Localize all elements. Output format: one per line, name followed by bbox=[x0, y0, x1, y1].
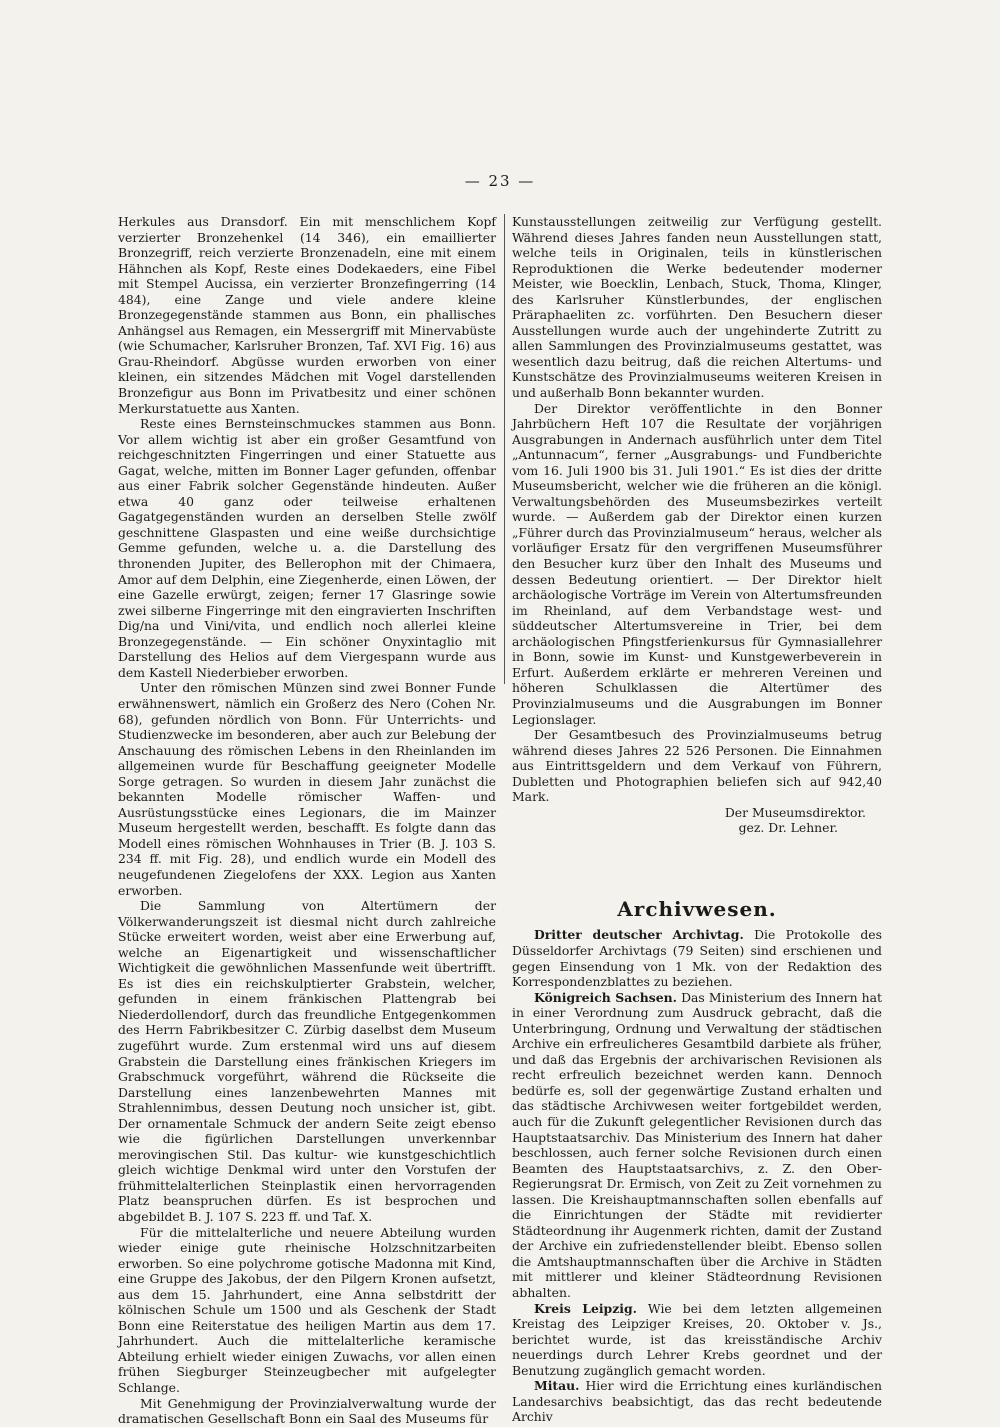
section-spacer bbox=[512, 836, 882, 902]
section-item bbox=[512, 1301, 882, 1379]
section-item bbox=[512, 927, 882, 989]
section-item-text: Die Protokolle des Düsseldorfer Archivtags (79 Seiten) sind erschienen und gegen Einsendung von 1 Mk. von der Redaktion des Korrespondenzblattes zu beziehen. bbox=[512, 927, 882, 990]
section-item-lead: Königreich Sachsen. bbox=[534, 989, 677, 1005]
signature-title: Der Museumsdirektor. bbox=[724, 804, 866, 820]
section-item-text: Wie bei dem letzten allgemeinen Kreistag des Leipziger Kreises, 20. Oktober v. Js., berichtet wurde, ist das kreisständische Archiv neuerdings durch Lehrer Krebs geordnet und der Benutzung zugänglich gemacht worden. bbox=[512, 1300, 882, 1378]
paragraph: Die Sammlung von Altertümern der Völkerwanderungszeit ist diesmal nicht durch zahlreiche Stücke erweitert worden, weist aber eine Erwerbung auf, welche an Eigenartigkeit und wissenschaftlicher Wichtigkeit die gewöhnlichen Massenfunde weit übertrifft. Es ist dies ein reichskulptierter Grabstein, welcher, gefunden in einem fränkischen Plattengrab bei Niederdollendorf, durch das freundliche Entgegenkommen des Herrn Fabrikbesitzer C. Zürbig daselbst dem Museum zugeführt wurde. Zum erstenmal wird uns auf diesem Grabstein die Darstellung eines fränkischen Kriegers im Grabschmuck vorgeführt, während die Rückseite die Darstellung eines lanzenbewehrten Mannes mit Strahlennimbus, dessen Deutung noch unsicher ist, gibt. Der ornamentale Schmuck der andern Seite zeigt ebenso wie die figürlichen Darstellungen unverkennbar merovingischen Stil. Das kultur- wie kunstgeschichtlich gleich wichtige Denkmal wird unter den Vorstufen der frühmittelalterlichen Steinplastik einen hervorragenden Platz beanspruchen dürfen. Es ist besprochen und abgebildet B. J. 107 S. 223 ff. und Taf. X. bbox=[118, 898, 496, 1224]
signature-name: gez. Dr. Lehner. bbox=[738, 820, 838, 836]
page-number: — 23 — bbox=[464, 172, 536, 190]
paragraph: Reste eines Bernsteinschmuckes stammen aus Bonn. Vor allem wichtig ist aber ein großer Gesamtfund von reichgeschnitzten Fingerringen und einer Statuette aus Gagat, welche, mitten im Bonner Lager gefunden, offenbar aus einer Fabrik solcher Gegenstände hindeuten. Außer etwa 40 ganz oder teilweise erhaltenen Gagatgegenständen wurden an derselben Stelle zwölf geschnittene Glaspasten und eine weiße durchsichtige Gemme gefunden, welche u. a. die Darstellung des thronenden Jupiter, des Bellerophon mit der Chimaera, Amor auf dem Delphin, eine Ziegenherde, einen Löwen, der eine Gazelle erwürgt, zeigen; ferner 17 Glasringe sowie zwei silberne Fingerringe mit den eingravierten Inschriften Dig/na und Vini/vita, und endlich noch allerlei kleine Bronzegegenstände. — Ein schöner Onyxintaglio mit Darstellung des Helios auf dem Viergespann wurde aus dem Kastell Niederbieber erworben. bbox=[118, 416, 496, 680]
section-item-lead: Kreis Leipzig. bbox=[534, 1300, 637, 1316]
paragraph: Herkules aus Dransdorf. Ein mit menschlichem Kopf verzierter Bronzehenkel (14 346), ein emaillierter Bronzegriff, reich verzierte Bronzenadeln, eine mit einem Hähnchen als Kopf, Reste eines Dodekaeders, eine Fibel mit Stempel Aucissa, ein verzierter Bronzefingerring (14 484), eine Zange und viele andere kleine Bronzegegenstände stammen aus Bonn, ein phallisches Anhängsel aus Remagen, ein Messergriff mit Minervabüste (wie Schumacher, Karlsruher Bronzen, Taf. XVI Fig. 16) aus Grau-Rheindorf. Abgüsse wurden erworben von einer kleinen, ein sitzendes Mädchen mit Vogel darstellenden Bronzefigur aus Bonn im Privatbesitz und einer schönen Merkurstatuette aus Xanten. bbox=[118, 214, 496, 416]
paragraph: Der Gesamtbesuch des Provinzialmuseums betrug während dieses Jahres 22 526 Personen. Die Einnahmen aus Eintrittsgeldern und dem Verkauf von Führern, Dubletten und Photographien beliefen sich auf 942,40 Mark. bbox=[512, 727, 882, 805]
section-item bbox=[512, 1378, 882, 1425]
left-column bbox=[118, 214, 496, 1427]
paragraph: Unter den römischen Münzen sind zwei Bonner Funde erwähnenswert, nämlich ein Großerz des Nero (Cohen Nr. 68), gefunden nördlich von Bonn. Für Unterrichts- und Studienzwecke im besonderen, aber auch zur Belebung der Anschauung des römischen Lebens in den Rheinlanden im allgemeinen wurde für Beschaffung geeigneter Modelle Sorge getragen. So wurden in diesem Jahr zunächst die bekannten Modelle römischer Waffen- und Ausrüstungsstücke eines Legionars, die im Mainzer Museum hergestellt werden, beschafft. Es folgte dann das Modell eines römischen Wohnhauses in Trier (B. J. 103 S. 234 ff. mit Fig. 28), und endlich wurde ein Modell des neugefundenen Ziegelofens der XXX. Legion aus Xanten erworben. bbox=[118, 680, 496, 898]
section-item-lead: Mitau. bbox=[534, 1378, 580, 1394]
paragraph: Der Direktor veröffentlichte in den Bonner Jahrbüchern Heft 107 die Resultate der vorjährigen Ausgrabungen in Andernach ausführlich unter dem Titel „Antunnacum“, ferner „Ausgrabungs- und Fundberichte vom 16. Juli 1900 bis 31. Juli 1901.“ Es ist dies der dritte Museumsbericht, welcher wie die früheren an die königl. Verwaltungsbehörden des Museumsbezirkes verteilt wurde. — Außerdem gab der Direktor einen kurzen „Führer durch das Provinzialmuseum“ heraus, welcher als vorläufiger Ersatz für den vergriffenen Museumsführer den Besucher kurz über den Inhalt des Museums und dessen Bedeutung orientiert. — Der Direktor hielt archäologische Vorträge im Verein von Altertumsfreunden im Rheinland, auf dem Verbandstage west- und süddeutscher Altertumsvereine in Trier, bei dem archäologischen Pfingstferienkursus für Gymnasiallehrer in Bonn, sowie im Kunst- und Kunstgewerbeverein in Erfurt. Außerdem erklärte er mehreren Vereinen und höheren Schulklassen die Altertümer des Provinzialmuseums und die Ausgrabungen im Bonner Legionslager. bbox=[512, 400, 882, 727]
paragraph: Kunstausstellungen zeitweilig zur Verfügung gestellt. Während dieses Jahres fanden neun Ausstellungen statt, welche teils in Originalen, teils in künstlerischen Reproduktionen die Werke bedeutender moderner Meister, wie Boecklin, Lenbach, Stuck, Thoma, Klinger, des Karlsruher Künstlerbundes, der englischen Präraphaeliten zc. vorführten. Den Besuchern dieser Ausstellungen wurde auch der ungehinderte Zutritt zu allen Sammlungen des Provinzialmuseums gestattet, was wesentlich dazu beitrug, daß die reichen Altertums- und Kunstschätze des Provinzialmuseums weiteren Kreisen in und außerhalb Bonn bekannter wurden. bbox=[512, 214, 882, 401]
section-item-text: Hier wird die Errichtung eines kurländischen Landesarchivs beabsichtigt, das das recht bedeutende Archiv bbox=[512, 1378, 882, 1425]
section-heading: Archivwesen. bbox=[617, 896, 777, 921]
column-divider bbox=[504, 214, 505, 684]
paragraph: Mit Genehmigung der Provinzialverwaltung wurde der dramatischen Gesellschaft Bonn ein Saal des Museums für bbox=[118, 1395, 496, 1427]
paragraph: Für die mittelalterliche und neuere Abteilung wurden wieder einige gute rheinische Holzschnitzarbeiten erworben. So eine polychrome gotische Madonna mit Kind, eine Gruppe des Jakobus, der den Pilgern Kronen aufsetzt, aus dem 15. Jahrhundert, eine Anna selbstdritt der kölnischen Schule um 1500 und als Geschenk der Stadt Bonn eine Reiterstatue des heiligen Martin aus dem 17. Jahrhundert. Auch die mittelalterliche keramische Abteilung erhielt wieder einigen Zuwachs, vor allen einen frühen Siegburger Steinzeugbecher mit aufgelegter Schlange. bbox=[118, 1224, 496, 1396]
right-column bbox=[512, 214, 882, 1425]
section-item-lead: Dritter deutscher Archivtag. bbox=[534, 927, 744, 943]
section-item bbox=[512, 990, 882, 1301]
section-item-text: Das Ministerium des Innern hat in einer Verordnung zum Ausdruck gebracht, daß die Unterbringung, Ordnung und Verwaltung der städtischen Archive ein erfreulicheres Gesamtbild darbiete als früher, und daß das Ergebnis der archivarischen Revisionen als recht erfreulich bezeichnet werden kann. Dennoch bedürfe es, soll der gegenwärtige Zustand erhalten und das städtische Archivwesen weiter fortgebildet werden, auch für die Zukunft gelegentlicher Revisionen durch das Hauptstaatsarchiv. Das Ministerium des Innern hat daher beschlossen, auch ferner solche Revisionen durch einen Beamten des Hauptstaatsarchivs, z. Z. den Ober-Regierungsrat Dr. Ermisch, von Zeit zu Zeit vornehmen zu lassen. Die Kreishauptmannschaften sollen ebenfalls auf die Einrichtungen der Städte mit revidierter Städteordnung ihr Augenmerk richten, damit der Zustand der Archive ein zufriedenstellender bleibt. Ebenso sollen die Amtshauptmannschaften über die Archive in Städten mit mittlerer und kleiner Städteordnung Revisionen abhalten. bbox=[512, 989, 882, 1300]
